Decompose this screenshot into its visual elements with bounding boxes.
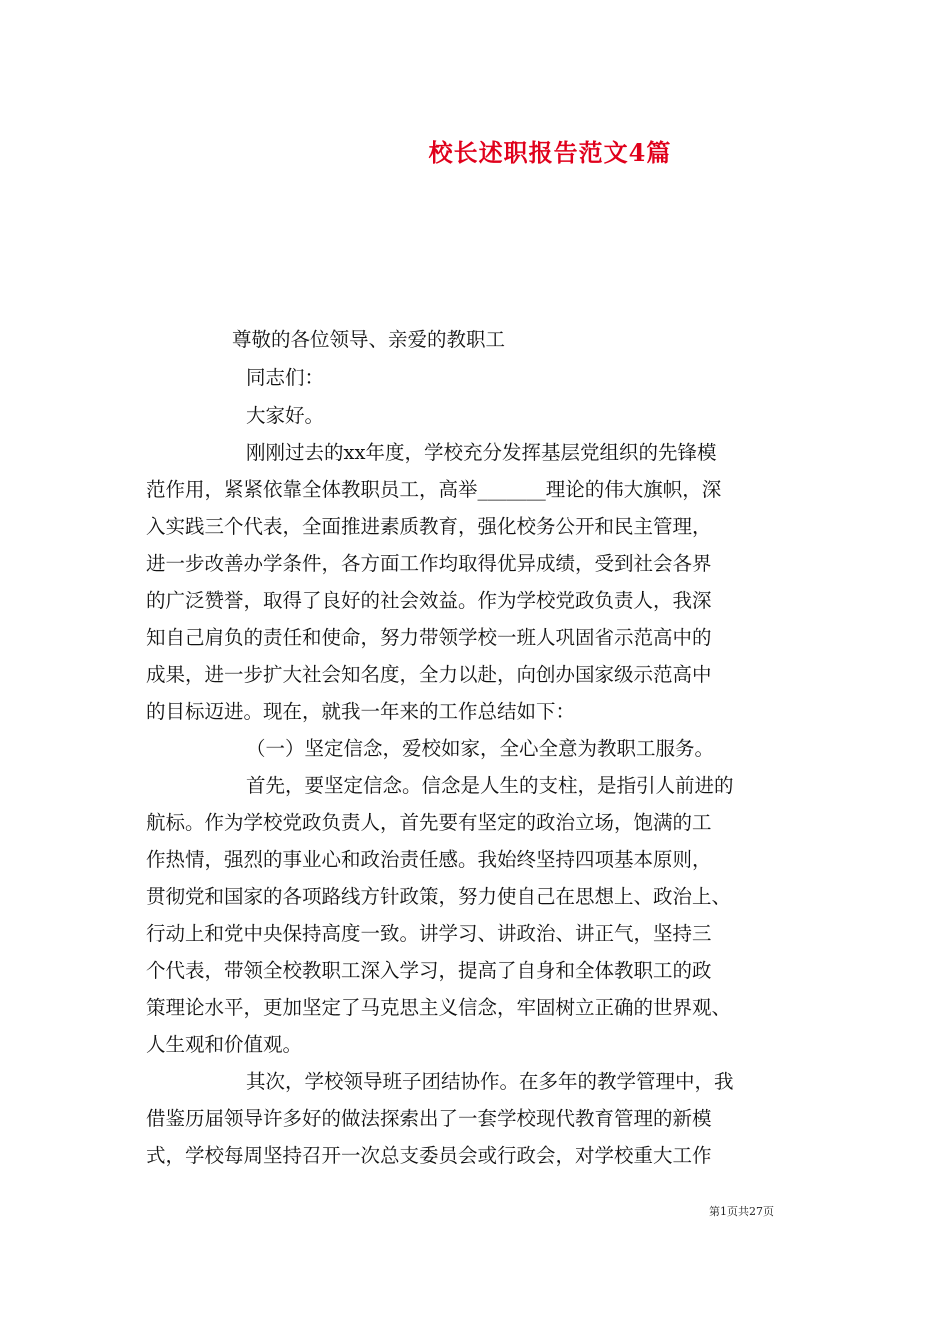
- salutation-line: 同志们：: [246, 366, 325, 389]
- paragraph-line: 其次，学校领导班子团结协作。在多年的教学管理中，我: [246, 1070, 734, 1093]
- paragraph-line: 借鉴历届领导许多好的做法探索出了一套学校现代教育管理的新模: [146, 1107, 712, 1130]
- paragraph-line: 作热情，强烈的事业心和政治责任感。我始终坚持四项基本原则，: [146, 848, 712, 871]
- paragraph-line: 成果，进一步扩大社会知名度，全力以赴，向创办国家级示范高中: [146, 663, 712, 686]
- document-title: 校长述职报告范文4篇: [428, 138, 672, 167]
- greeting-line: 大家好。: [246, 404, 325, 427]
- paragraph-line: 的目标迈进。现在，就我一年来的工作总结如下：: [146, 700, 576, 723]
- paragraph-line: 的广泛赞誉，取得了良好的社会效益。作为学校党政负责人，我深: [146, 589, 712, 612]
- salutation-line: 尊敬的各位领导、亲爱的教职工: [232, 328, 506, 351]
- paragraph-line: 进一步改善办学条件，各方面工作均取得优异成绩，受到社会各界: [146, 552, 712, 575]
- section-heading: （一）坚定信念，爱校如家，全心全意为教职工服务。: [246, 737, 715, 760]
- page-number-footer: 第1页共27页: [709, 1205, 774, 1218]
- paragraph-line: 人生观和价值观。: [146, 1033, 303, 1056]
- paragraph-line: 贯彻党和国家的各项路线方针政策，努力使自己在思想上、政治上、: [146, 885, 732, 908]
- paragraph-line: 行动上和党中央保持高度一致。讲学习、讲政治、讲正气，坚持三: [146, 922, 712, 945]
- paragraph-line: 范作用，紧紧依靠全体教职员工，高举_______理论的伟大旗帜，深: [146, 478, 722, 501]
- paragraph-line: 入实践三个代表，全面推进素质教育，强化校务公开和民主管理，: [146, 515, 712, 538]
- paragraph-line: 个代表，带领全校教职工深入学习，提高了自身和全体教职工的政: [146, 959, 712, 982]
- paragraph-line: 知自己肩负的责任和使命，努力带领学校一班人巩固省示范高中的: [146, 626, 712, 649]
- paragraph-line: 式，学校每周坚持召开一次总支委员会或行政会，对学校重大工作: [146, 1144, 712, 1167]
- paragraph-line: 刚刚过去的xx年度，学校充分发挥基层党组织的先锋模: [246, 441, 717, 464]
- paragraph-line: 首先，要坚定信念。信念是人生的支柱，是指引人前进的: [246, 774, 734, 797]
- paragraph-line: 策理论水平，更加坚定了马克思主义信念，牢固树立正确的世界观、: [146, 996, 732, 1019]
- paragraph-line: 航标。作为学校党政负责人，首先要有坚定的政治立场，饱满的工: [146, 811, 712, 834]
